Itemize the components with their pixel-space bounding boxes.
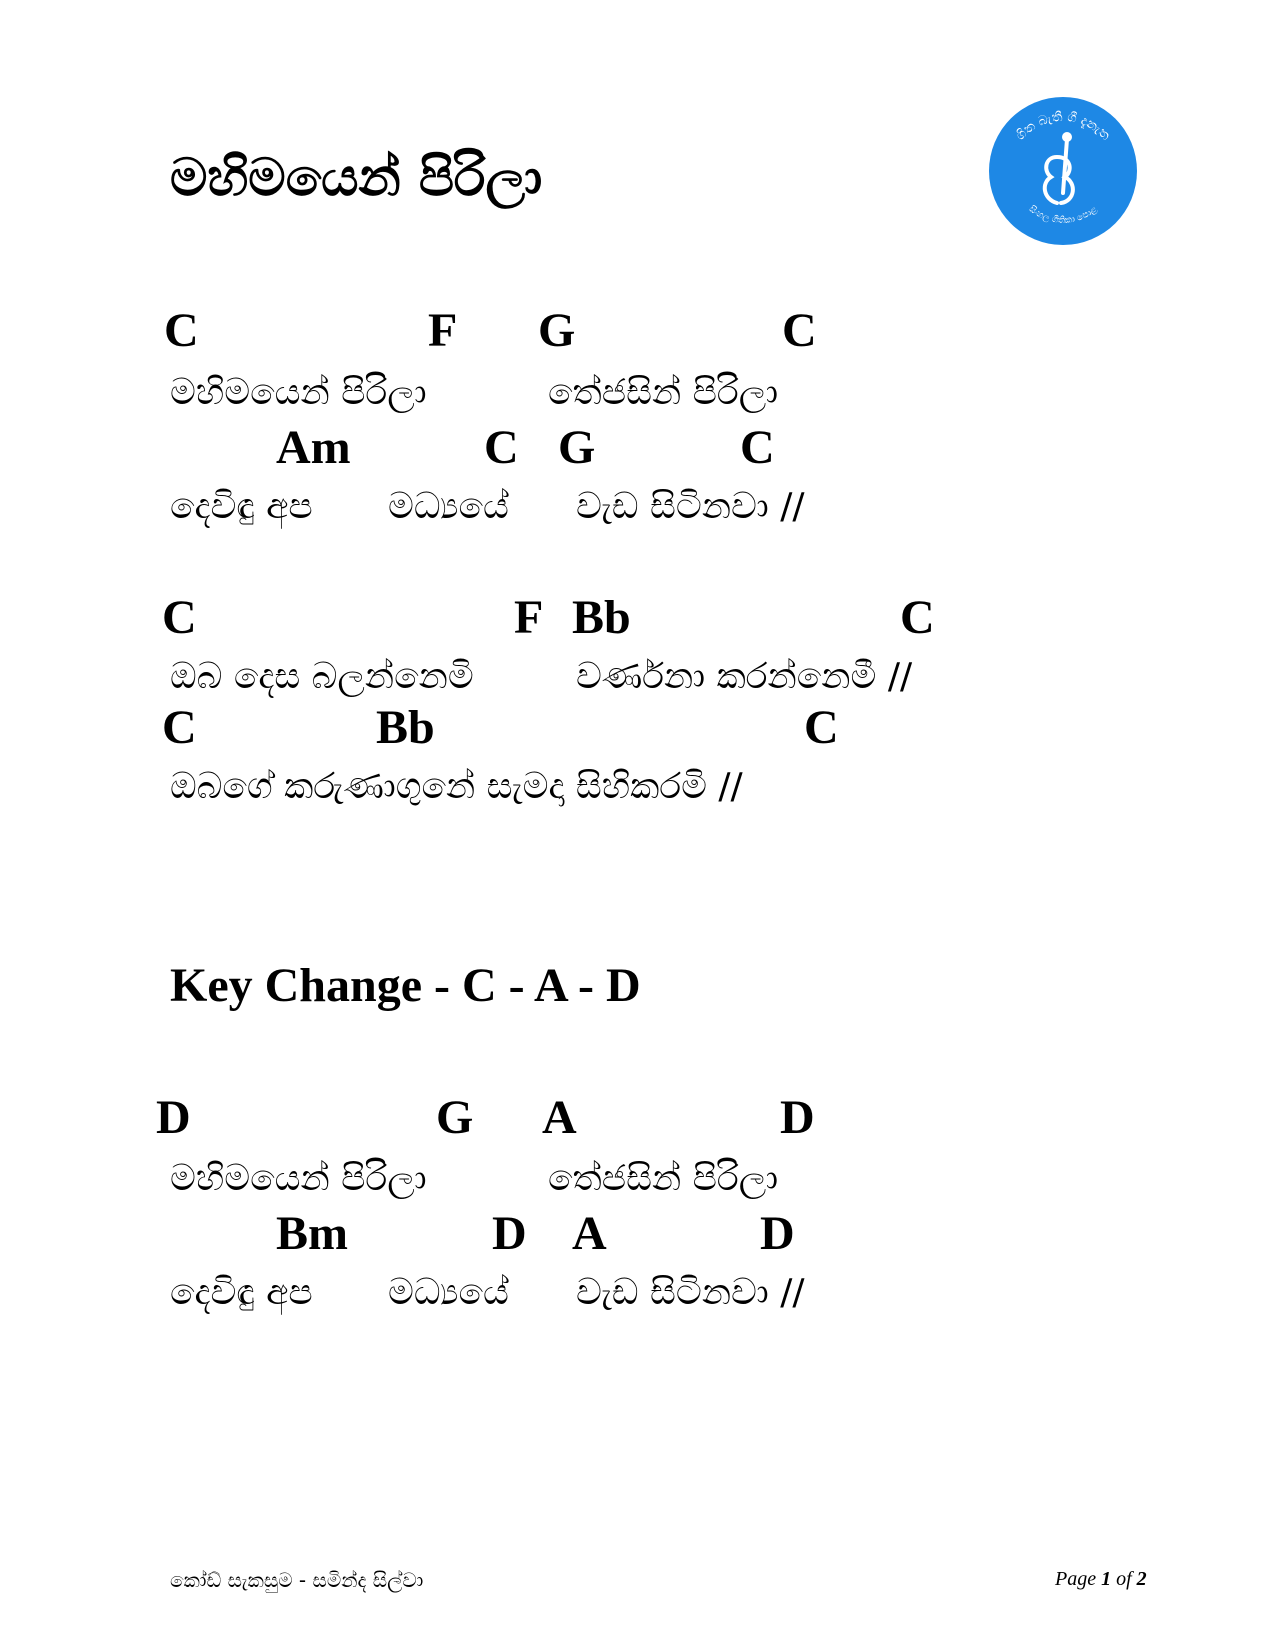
lyric-part: මහිමයෙන් පිරිලා xyxy=(170,1158,427,1199)
chord: Bb xyxy=(376,701,435,754)
chord: F xyxy=(514,591,544,644)
lyric-part: ඔබගේ කරුණාගුනේ සැමදා සිහිකරමි // xyxy=(170,766,743,807)
page-total: 2 xyxy=(1136,1568,1147,1590)
chord: A xyxy=(572,1207,607,1260)
chord: A xyxy=(542,1091,577,1144)
chord: C xyxy=(740,421,775,474)
chord: D xyxy=(760,1207,795,1260)
chord-row xyxy=(0,1090,1275,1150)
lyric-line xyxy=(170,656,913,698)
lyric-part: මධ්‍යයේ xyxy=(388,486,509,527)
chord: C xyxy=(162,701,197,754)
chord: Am xyxy=(276,421,351,474)
page-of: of xyxy=(1116,1568,1132,1590)
lyric-part: තේජසින් පිරිලා xyxy=(548,1158,779,1199)
footer-credit: කෝඩ් සැකසුම - සමින්ද සිල්වා xyxy=(170,1568,424,1592)
chord-row xyxy=(0,1206,1275,1266)
lyric-part: මහිමයෙන් පිරිලා xyxy=(170,372,427,413)
lyric-line xyxy=(170,1272,805,1314)
chord: C xyxy=(900,591,935,644)
lyric-part: වැඩ සිටිනවා // xyxy=(576,486,805,527)
song-title: මහිමයෙන් පිරිලා xyxy=(170,148,543,208)
chord: Bm xyxy=(276,1207,348,1260)
lyric-line xyxy=(170,766,743,808)
chord-row xyxy=(0,303,1275,363)
logo xyxy=(987,95,1139,247)
key-change-heading: Key Change - C - A - D xyxy=(170,959,641,1012)
lyric-line xyxy=(170,372,779,414)
chord: D xyxy=(156,1091,191,1144)
chord: C xyxy=(804,701,839,754)
chord-row xyxy=(0,420,1275,480)
lyric-line xyxy=(170,1158,779,1200)
chord: C xyxy=(782,304,817,357)
chord: G xyxy=(538,304,576,357)
lyric-part: වර්ණනා කරන්නෙමී // xyxy=(576,656,913,697)
chord: D xyxy=(492,1207,527,1260)
chord: C xyxy=(164,304,199,357)
lyric-part: දෙවිඳු අප xyxy=(170,1272,313,1313)
lyric-part: දෙවිඳු අප xyxy=(170,486,313,527)
chord-row xyxy=(0,700,1275,760)
lyric-part: මධ්‍යයේ xyxy=(388,1272,509,1313)
lyric-part: ඔබ දෙස බලන්නෙමි xyxy=(170,656,474,697)
chord: Bb xyxy=(572,591,631,644)
chord: G xyxy=(558,421,596,474)
page-current: 1 xyxy=(1101,1568,1112,1590)
chord-row xyxy=(0,590,1275,650)
chord: C xyxy=(484,421,519,474)
chord: C xyxy=(162,591,197,644)
logo-bottom-text: සිංහල ගීතිකා පොළ xyxy=(1026,204,1100,226)
lyric-part: වැඩ සිටිනවා // xyxy=(576,1272,805,1313)
page-indicator xyxy=(1055,1568,1147,1591)
logo-top-text: ගිත බැතී ගී දැනැත xyxy=(1013,109,1113,144)
chord: G xyxy=(436,1091,474,1144)
page-word: Page xyxy=(1055,1568,1097,1590)
chord: F xyxy=(428,304,458,357)
lyric-part: තේජසින් පිරිලා xyxy=(548,372,779,413)
lyric-line xyxy=(170,486,805,528)
chord: D xyxy=(780,1091,815,1144)
